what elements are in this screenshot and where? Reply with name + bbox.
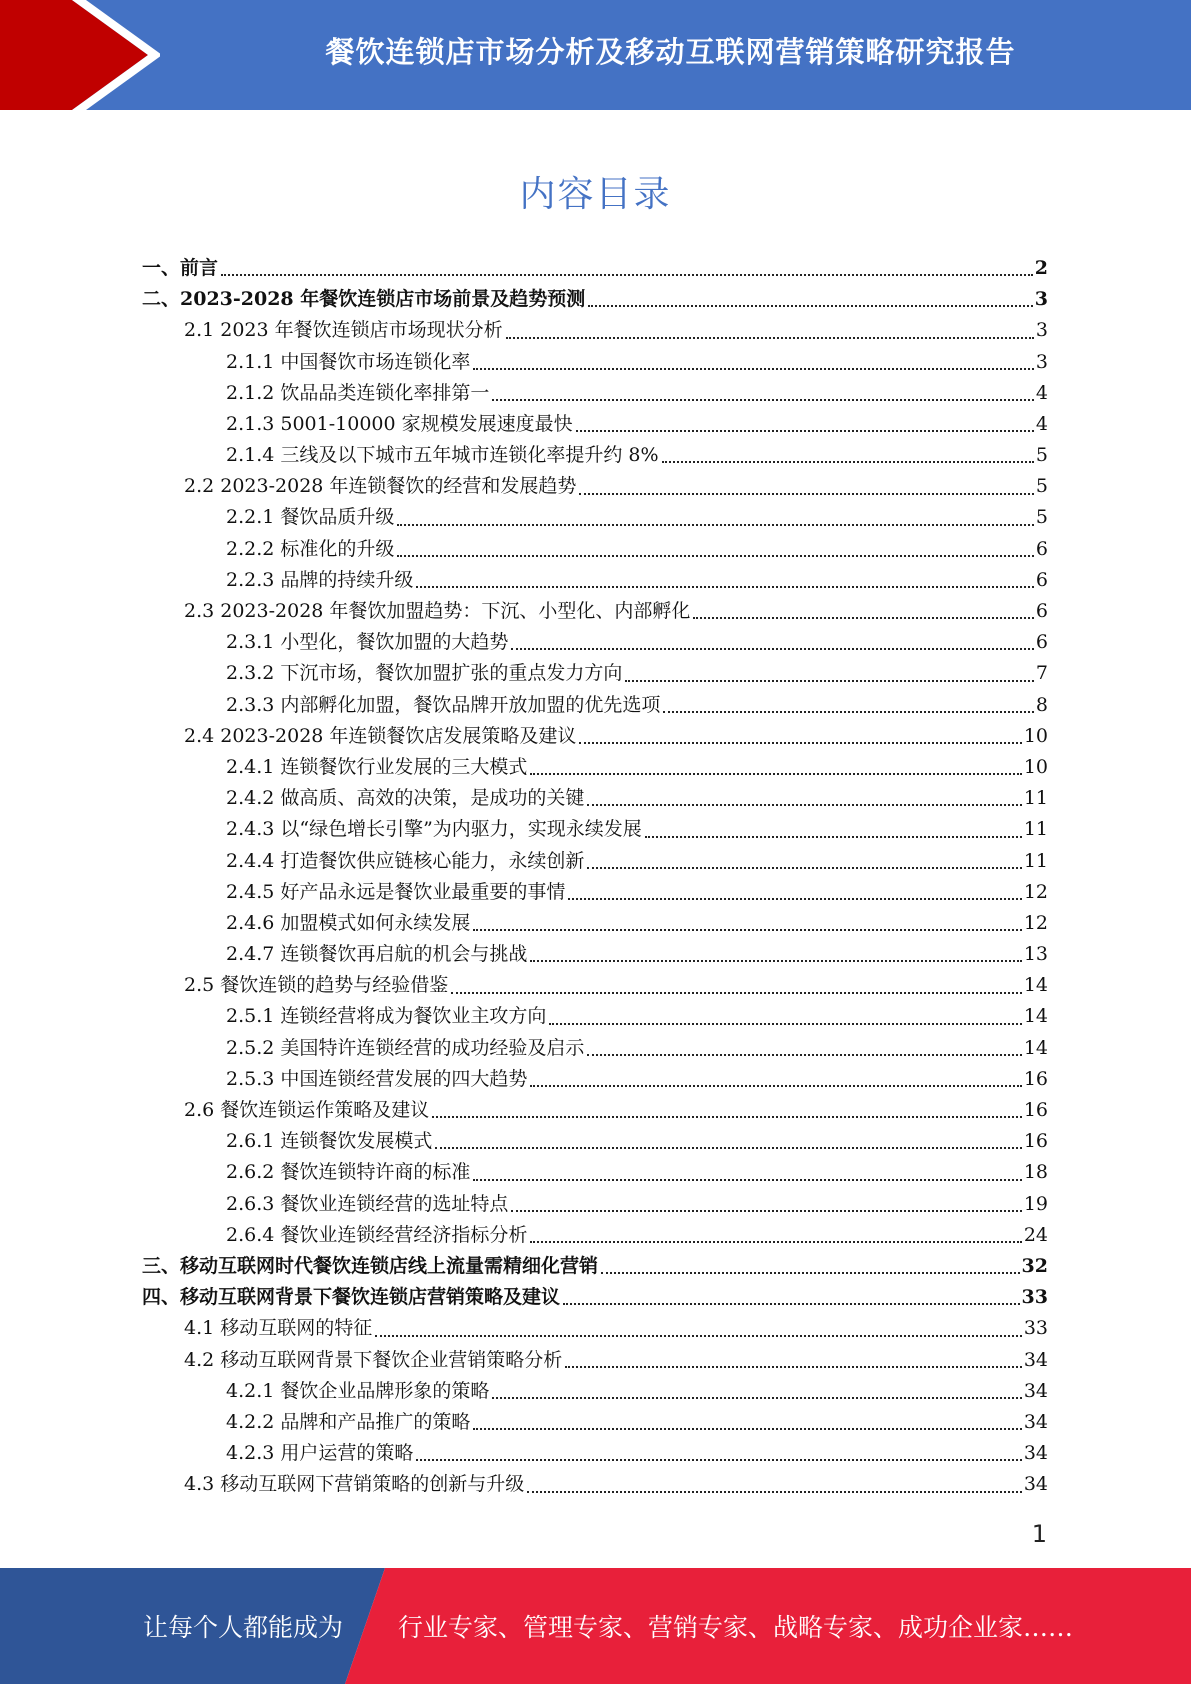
toc-entry[interactable]: [142, 471, 1048, 502]
toc-entry[interactable]: [142, 284, 1048, 315]
toc-entry[interactable]: [142, 939, 1048, 970]
toc-entry-label: 2.6 餐饮连锁运作策略及建议: [184, 1099, 430, 1122]
toc-entry-label: 2.1.3 5001-10000 家规模发展速度最快: [226, 412, 573, 435]
toc-entry-page: 34: [1023, 1410, 1048, 1433]
toc-dot-leader: [432, 1116, 1022, 1118]
toc-entry[interactable]: [142, 1251, 1048, 1282]
toc-dot-leader: [693, 617, 1033, 619]
toc-entry-label: 一、前言: [142, 256, 219, 279]
toc-entry-page: 24: [1023, 1223, 1048, 1246]
toc-entry-label: 2.4.1 连锁餐饮行业发展的三大模式: [226, 755, 528, 778]
toc-entry-label: 2.1.2 饮品品类连锁化率排第一: [226, 381, 490, 404]
toc-entry[interactable]: [142, 814, 1048, 845]
toc-entry[interactable]: [142, 1345, 1048, 1376]
toc-entry-label: 2.6.2 餐饮连锁特许商的标准: [226, 1161, 471, 1184]
toc-entry-label: 2.6.3 餐饮业连锁经营的选址特点: [226, 1192, 509, 1215]
toc-entry-label: 2.4.7 连锁餐饮再启航的机会与挑战: [226, 943, 528, 966]
toc-entry-page: 3: [1035, 350, 1048, 373]
toc-entry[interactable]: [142, 690, 1048, 721]
toc-entry-page: 12: [1023, 911, 1048, 934]
toc-entry[interactable]: [142, 721, 1048, 752]
toc-entry-page: 10: [1023, 755, 1048, 778]
toc-entry-page: 14: [1023, 1036, 1048, 1059]
toc-entry[interactable]: [142, 440, 1048, 471]
toc-entry-page: 34: [1023, 1379, 1048, 1402]
toc-entry-page: 14: [1023, 1005, 1048, 1028]
toc-dot-leader: [416, 586, 1034, 588]
toc-dot-leader: [576, 430, 1034, 432]
toc-dot-leader: [511, 1210, 1021, 1212]
toc-entry[interactable]: [142, 315, 1048, 346]
toc-entry-label: 4.2.1 餐饮企业品牌形象的策略: [226, 1379, 490, 1402]
toc-entry-page: 13: [1023, 943, 1048, 966]
toc-entry-label: 2.3.2 下沉市场，餐饮加盟扩张的重点发力方向: [226, 662, 623, 685]
toc-dot-leader: [601, 1272, 1020, 1274]
toc-entry-page: 11: [1023, 818, 1048, 841]
toc-dot-leader: [587, 804, 1021, 806]
toc-dot-leader: [579, 742, 1021, 744]
toc-dot-leader: [416, 1459, 1021, 1461]
toc-dot-leader: [663, 711, 1034, 713]
toc-entry-page: 34: [1023, 1442, 1048, 1465]
toc-entry-page: 14: [1023, 974, 1048, 997]
toc-entry[interactable]: [142, 596, 1048, 627]
toc-entry-page: 34: [1023, 1348, 1048, 1371]
toc-dot-leader: [473, 929, 1021, 931]
toc-entry-label: 2.4.4 打造餐饮供应链核心能力，永续创新: [226, 849, 585, 872]
toc-entry-page: 33: [1021, 1286, 1048, 1309]
toc-dot-leader: [473, 1179, 1021, 1181]
toc-dot-leader: [221, 274, 1033, 276]
toc-entry[interactable]: [142, 846, 1048, 877]
toc-entry[interactable]: [142, 1126, 1048, 1157]
toc-entry-page: 6: [1035, 631, 1048, 654]
toc-entry[interactable]: [142, 1064, 1048, 1095]
toc-entry-page: 34: [1023, 1473, 1048, 1496]
toc-entry-label: 2.4.2 做高质、高效的决策，是成功的关键: [226, 787, 585, 810]
page-header: [0, 0, 1191, 110]
toc-entry[interactable]: [142, 658, 1048, 689]
toc-entry[interactable]: [142, 1220, 1048, 1251]
toc-dot-leader: [549, 1023, 1021, 1025]
toc-entry[interactable]: [142, 1095, 1048, 1126]
toc-entry[interactable]: [142, 503, 1048, 534]
toc-dot-leader: [506, 337, 1034, 339]
toc-entry-label: 4.2 移动互联网背景下餐饮企业营销策略分析: [184, 1348, 563, 1371]
toc-dot-leader: [435, 1147, 1021, 1149]
toc-entry[interactable]: [142, 1376, 1048, 1407]
toc-entry-label: 2.2.3 品牌的持续升级: [226, 568, 414, 591]
toc-dot-leader: [527, 1491, 1022, 1493]
toc-entry-page: 16: [1023, 1067, 1048, 1090]
toc-dot-leader: [397, 524, 1034, 526]
toc-entry-page: 7: [1035, 662, 1048, 685]
toc-entry-label: 2.4.5 好产品永远是餐饮业最重要的事情: [226, 880, 566, 903]
toc-entry-page: 16: [1023, 1099, 1048, 1122]
toc-entry-label: 2.5.1 连锁经营将成为餐饮业主攻方向: [226, 1005, 547, 1028]
footer-slogan-right: 行业专家、管理专家、营销专家、战略专家、成功企业家……: [398, 1613, 1074, 1642]
toc-entry-page: 11: [1023, 849, 1048, 872]
toc-entry-page: 2: [1034, 256, 1048, 279]
toc-entry-label: 4.3 移动互联网下营销策略的创新与升级: [184, 1473, 525, 1496]
toc-entry[interactable]: [142, 1189, 1048, 1220]
toc-entry[interactable]: [142, 409, 1048, 440]
toc-dot-leader: [451, 992, 1022, 994]
toc-dot-leader: [625, 680, 1034, 682]
toc-entry-label: 2.2 2023-2028 年连锁餐饮的经营和发展趋势: [184, 475, 577, 498]
toc-entry-label: 三、移动互联网时代餐饮连锁店线上流量需精细化营销: [142, 1254, 599, 1277]
toc-entry-page: 3: [1034, 288, 1048, 311]
toc-entry-label: 2.5.3 中国连锁经营发展的四大趋势: [226, 1067, 528, 1090]
toc-entry[interactable]: [142, 1282, 1048, 1313]
toc-entry[interactable]: [142, 627, 1048, 658]
toc-entry[interactable]: [142, 1438, 1048, 1469]
header-chevron-logo: [0, 0, 160, 110]
toc-entry-page: 3: [1035, 319, 1048, 342]
toc-entry-label: 2.5 餐饮连锁的趋势与经验借鉴: [184, 974, 449, 997]
toc-entry[interactable]: [142, 783, 1048, 814]
toc-entry-label: 2.6.4 餐饮业连锁经营经济指标分析: [226, 1223, 528, 1246]
toc-entry[interactable]: [142, 378, 1048, 409]
toc-entry-page: 32: [1021, 1254, 1048, 1277]
toc-dot-leader: [645, 836, 1022, 838]
toc-dot-leader: [530, 1085, 1021, 1087]
toc-entry-page: 6: [1035, 537, 1048, 560]
toc-entry-label: 2.3.3 内部孵化加盟，餐饮品牌开放加盟的优先选项: [226, 693, 661, 716]
toc-entry-page: 5: [1035, 506, 1048, 529]
table-of-contents: [142, 253, 1048, 1501]
toc-entry-page: 12: [1023, 880, 1048, 903]
toc-entry-label: 2.3.1 小型化，餐饮加盟的大趋势: [226, 631, 509, 654]
toc-dot-leader: [511, 648, 1034, 650]
toc-entry[interactable]: [142, 970, 1048, 1001]
toc-entry[interactable]: [142, 565, 1048, 596]
toc-entry-label: 二、2023-2028 年餐饮连锁店市场前景及趋势预测: [142, 288, 586, 311]
toc-entry[interactable]: [142, 1002, 1048, 1033]
page-footer: [0, 1568, 1191, 1684]
toc-entry-page: 6: [1035, 600, 1048, 623]
header-title: 餐饮连锁店市场分析及移动互联网营销策略研究报告: [325, 35, 1016, 69]
toc-entry[interactable]: [142, 877, 1048, 908]
toc-dot-leader: [473, 1428, 1021, 1430]
toc-entry[interactable]: [142, 534, 1048, 565]
toc-dot-leader: [587, 867, 1021, 869]
toc-entry[interactable]: [142, 1407, 1048, 1438]
toc-entry-page: 19: [1023, 1192, 1048, 1215]
toc-entry-page: 5: [1035, 475, 1048, 498]
toc-entry-label: 2.1 2023 年餐饮连锁店市场现状分析: [184, 319, 503, 342]
toc-title: 内容目录: [519, 174, 672, 215]
toc-entry-page: 6: [1035, 568, 1048, 591]
toc-entry[interactable]: [142, 1313, 1048, 1344]
toc-dot-leader: [530, 773, 1021, 775]
toc-entry-label: 2.6.1 连锁餐饮发展模式: [226, 1130, 433, 1153]
toc-entry-label: 2.4 2023-2028 年连锁餐饮店发展策略及建议: [184, 724, 577, 747]
toc-dot-leader: [579, 493, 1033, 495]
page-number: 1: [1031, 1520, 1047, 1548]
toc-entry-label: 2.2.1 餐饮品质升级: [226, 506, 395, 529]
toc-dot-leader: [492, 1397, 1021, 1399]
toc-entry[interactable]: [142, 752, 1048, 783]
toc-entry-page: 16: [1023, 1130, 1048, 1153]
toc-dot-leader: [492, 399, 1034, 401]
toc-dot-leader: [530, 960, 1021, 962]
toc-entry-label: 2.1.4 三线及以下城市五年城市连锁化率提升约 8%: [226, 444, 659, 467]
toc-entry-page: 11: [1023, 787, 1048, 810]
toc-entry-label: 2.3 2023-2028 年餐饮加盟趋势：下沉、小型化、内部孵化: [184, 600, 691, 623]
toc-entry[interactable]: [142, 908, 1048, 939]
toc-entry-page: 33: [1023, 1317, 1048, 1340]
toc-dot-leader: [588, 305, 1033, 307]
footer-slogan-left: 让每个人都能成为: [143, 1613, 344, 1642]
toc-entry-label: 2.2.2 标准化的升级: [226, 537, 395, 560]
toc-dot-leader: [375, 1335, 1022, 1337]
toc-entry-label: 2.4.3 以“绿色增长引擎”为内驱力，实现永续发展: [226, 818, 642, 841]
toc-entry-page: 18: [1023, 1161, 1048, 1184]
toc-entry-page: 10: [1023, 724, 1048, 747]
toc-entry-page: 4: [1035, 412, 1048, 435]
toc-dot-leader: [662, 461, 1034, 463]
toc-dot-leader: [568, 898, 1021, 900]
toc-entry-label: 2.5.2 美国特许连锁经营的成功经验及启示: [226, 1036, 585, 1059]
toc-entry[interactable]: [142, 253, 1048, 284]
toc-entry-page: 8: [1035, 693, 1048, 716]
toc-entry[interactable]: [142, 1157, 1048, 1188]
toc-entry-page: 4: [1035, 381, 1048, 404]
toc-dot-leader: [563, 1303, 1020, 1305]
toc-entry-label: 4.2.3 用户运营的策略: [226, 1442, 414, 1465]
toc-entry-label: 4.2.2 品牌和产品推广的策略: [226, 1410, 471, 1433]
toc-entry-label: 2.4.6 加盟模式如何永续发展: [226, 911, 471, 934]
toc-entry[interactable]: [142, 1033, 1048, 1064]
toc-entry-label: 2.1.1 中国餐饮市场连锁化率: [226, 350, 471, 373]
toc-dot-leader: [565, 1366, 1022, 1368]
toc-entry-label: 4.1 移动互联网的特征: [184, 1317, 373, 1340]
toc-entry[interactable]: [142, 1469, 1048, 1500]
toc-dot-leader: [473, 368, 1034, 370]
toc-entry[interactable]: [142, 347, 1048, 378]
toc-dot-leader: [587, 1054, 1021, 1056]
toc-dot-leader: [397, 555, 1034, 557]
toc-entry-label: 四、移动互联网背景下餐饮连锁店营销策略及建议: [142, 1286, 561, 1309]
toc-dot-leader: [530, 1241, 1021, 1243]
toc-entry-page: 5: [1035, 444, 1048, 467]
